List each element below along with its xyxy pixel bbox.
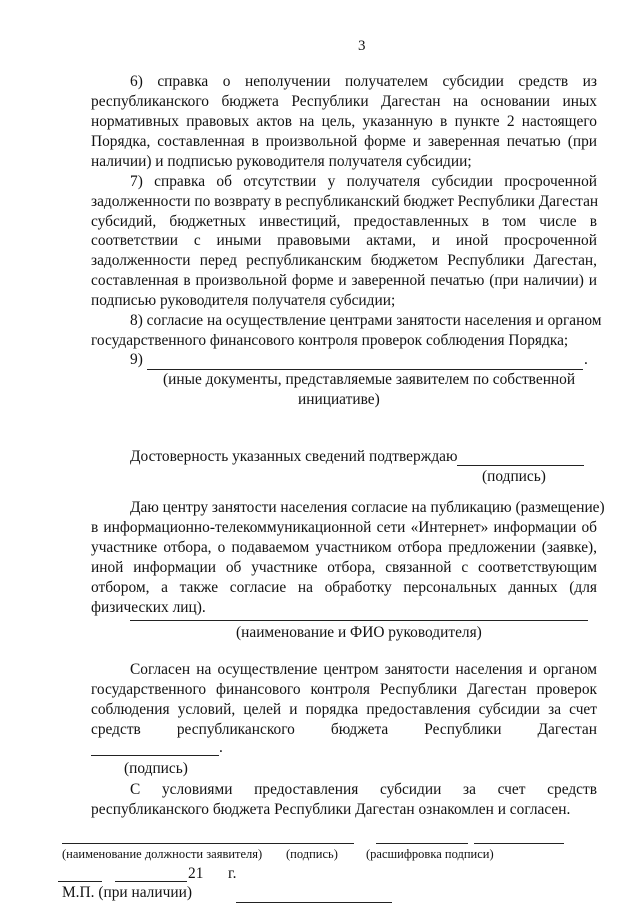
seal-note: М.П. (при наличии) — [62, 884, 192, 901]
head-name-caption: (наименование и ФИО руководителя) — [236, 624, 482, 641]
consent-control-line: соблюдения условий, целей и порядка предоставления субсидии за счет — [91, 701, 597, 718]
item-7-line: 7) справка об отсутствии у получателя субсидии просроченной — [130, 173, 597, 190]
date-month-line — [115, 881, 187, 882]
item-6-line: Порядка, составленная в произвольной форме и заверенная печатью (при — [91, 133, 597, 150]
date-suffix: г. — [228, 865, 237, 882]
consent-publication-line: участнике отбора, о подаваемом участником отбора предложении (заявке), — [91, 539, 597, 556]
date-year: 21 — [188, 865, 204, 882]
consent-publication-line: в информационно-телекоммуникационной сети «Интернет» информации об — [91, 519, 597, 536]
confirmation-text: Достоверность указанных сведений подтверждаю — [130, 448, 458, 465]
item-9-blank-line — [147, 369, 583, 370]
consent-control-end-mark: . — [219, 739, 223, 756]
item-6-line: 6) справка о неполучении получателем субсидии средств из — [130, 73, 597, 90]
page-bottom-rule — [236, 902, 392, 903]
consent-publication-line: Даю центру занятости населения согласие на публикацию (размещение) — [130, 499, 605, 516]
item-6-line: нормативных правовых актов на цель, указанную в пункте 2 настоящего — [91, 113, 597, 130]
item-7-line: подписью руководителя получателя субсидии; — [91, 292, 396, 309]
page-number: 3 — [358, 38, 366, 54]
consent-control-signature-caption: (подпись) — [124, 760, 188, 777]
position-line — [62, 843, 354, 844]
decode-caption: (расшифровка подписи) — [366, 847, 494, 861]
consent-control-signature-line — [91, 755, 219, 756]
consent-control-line: государственного финансового контроля Республики Дагестан проверок — [91, 681, 597, 698]
signature-caption: (подпись) — [286, 847, 338, 861]
item-9-end-mark: . — [584, 351, 588, 368]
date-day-line — [58, 881, 102, 882]
item-8-line: 8) согласие на осуществление центрами занятости населения и органом — [130, 312, 602, 329]
confirmation-signature-line — [457, 465, 584, 466]
item-7-line: задолженности перед республиканским бюджетом Республики Дагестан, — [91, 252, 597, 269]
item-6-line: республиканского бюджета Республики Дагестан на основании иных — [91, 93, 597, 110]
item-8-line: государственного финансового контроля проверок соблюдения Порядка; — [91, 332, 569, 349]
consent-publication-line: отбором, а также согласие на обработку персональных данных (для — [91, 579, 597, 596]
item-9-number: 9) — [130, 351, 143, 368]
head-name-line — [130, 620, 588, 621]
item-9-caption: инициативе) — [298, 391, 380, 408]
signature-line — [376, 843, 468, 844]
item-7-line: задолженности по возврату в республиканский бюджет Республики Дагестан — [91, 193, 599, 210]
consent-publication-line: физических лиц). — [91, 599, 206, 616]
item-7-line: субсидий, бюджетных инвестиций, предоставленных в том числе в — [91, 213, 597, 230]
conditions-line: С условиями предоставления субсидии за счет средств — [130, 781, 597, 798]
item-9-caption: (иные документы, представляемые заявителем по собственной — [163, 371, 576, 388]
consent-control-line: средств республиканского бюджета Республики Дагестан — [91, 721, 597, 738]
item-6-line: наличии) и подписью руководителя получателя субсидии; — [91, 153, 472, 170]
position-caption: (наименование должности заявителя) — [62, 847, 263, 861]
confirmation-caption: (подпись) — [482, 468, 546, 485]
item-7-line: составленная в произвольной форме и заверенной печатью (при наличии) и — [91, 272, 597, 289]
decode-line — [474, 843, 564, 844]
item-7-line: соответствии с иными правовыми актами, и иной просроченной — [91, 232, 597, 249]
conditions-line: республиканского бюджета Республики Дагестан ознакомлен и согласен. — [91, 801, 571, 818]
consent-control-line: Согласен на осуществление центром занятости населения и органом — [130, 661, 597, 678]
consent-publication-line: иной информации об участнике отбора, связанной с соответствующим — [91, 559, 597, 576]
